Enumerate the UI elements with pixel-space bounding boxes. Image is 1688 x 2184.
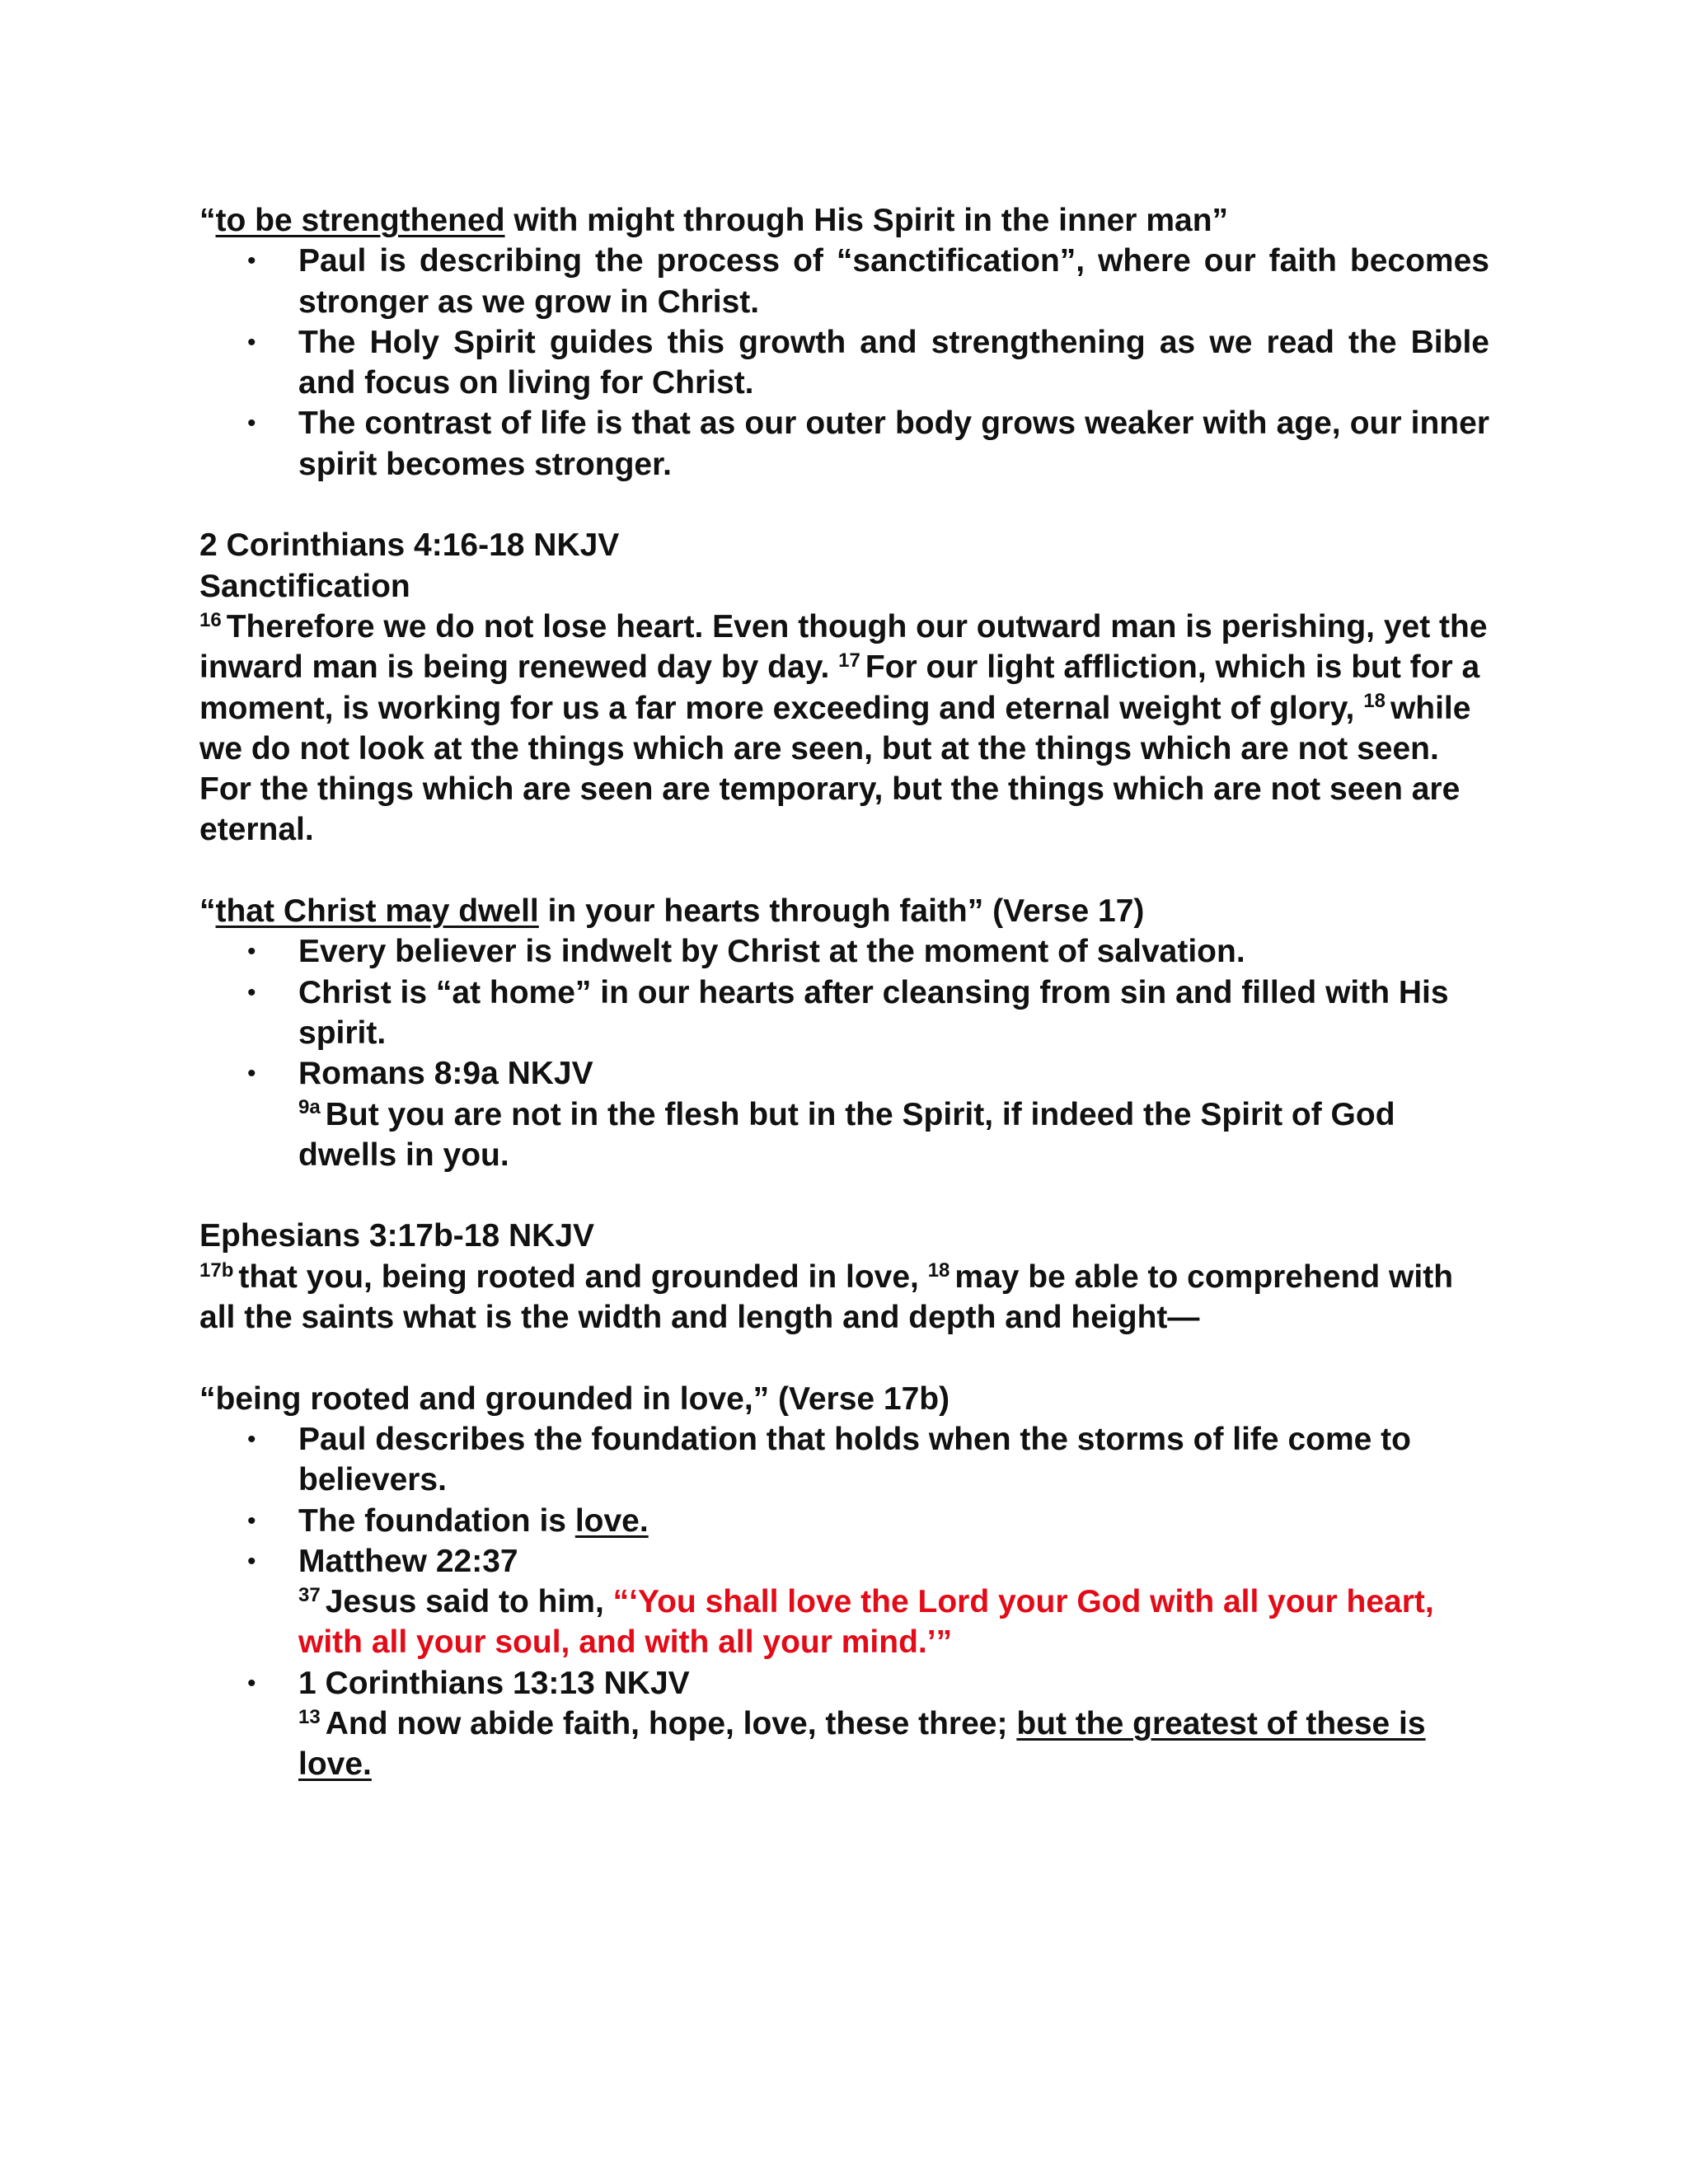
list-item — [298, 1501, 1489, 1541]
verse-text: Therefore we do not lose heart. Even though our outward man is perishing, yet the inward man is being renewed day by day. — [199, 608, 1488, 686]
verse-number: 9a — [298, 1096, 321, 1119]
section1-bullet-list — [199, 241, 1489, 485]
spacer — [199, 1338, 1489, 1378]
spacer — [199, 485, 1489, 525]
verse-number: 17b — [199, 1258, 234, 1282]
list-item — [298, 1663, 1489, 1785]
verse-text: Jesus said to him, — [325, 1584, 613, 1620]
verse-number: 18 — [927, 1258, 950, 1282]
list-item: • The contrast of life is that as our outer body grows weaker with age, our inner spirit becomes stronger. — [298, 403, 1489, 485]
section3-bullet-list — [199, 931, 1489, 1175]
list-item: • Paul describes the foundation that holds when the storms of life come to believers. — [298, 1419, 1489, 1501]
red-letter-quote: “‘You shall love the Lord your God with all your heart, with all your soul, and with all your mind.’” — [298, 1584, 1434, 1661]
spacer — [199, 1175, 1489, 1216]
list-item: • Every believer is indwelt by Christ at the moment of salvation. — [298, 931, 1489, 972]
verse-text: that you, being rooted and grounded in love, — [238, 1258, 928, 1295]
list-item-text: The foundation is — [298, 1502, 575, 1539]
scripture-reference: • 1 Corinthians 13:13 NKJV — [298, 1665, 690, 1701]
document-content — [199, 200, 1489, 1785]
verse-number: 13 — [298, 1705, 321, 1728]
list-item: • Christ is “at home” in our hearts after cleansing from sin and filled with His spirit. — [298, 972, 1489, 1054]
verse-text: while we do not look at the things which are seen, but at the things which are not seen. For the things which are seen are temporary, but the things which are not seen are eternal. — [199, 690, 1471, 848]
scripture-passage — [298, 1704, 1489, 1785]
open-quote: “ — [199, 203, 216, 238]
verse-number: 16 — [199, 608, 222, 631]
verse-text: And now abide faith, hope, love, these three; — [325, 1705, 1017, 1741]
spacer — [199, 851, 1489, 891]
heading-rest: with might through His Spirit in the inner man” — [504, 203, 1229, 238]
section1-heading — [199, 200, 1489, 241]
underlined-phrase: love. — [574, 1502, 649, 1539]
underlined-phrase: to be strengthened — [215, 203, 505, 238]
scripture-passage — [298, 1582, 1489, 1663]
scripture-reference: Ephesians 3:17b-18 NKJV — [199, 1218, 595, 1254]
list-item — [298, 1541, 1489, 1663]
list-item — [298, 1053, 1489, 1175]
verse-text: may be able to comprehend with all the saints what is the width and length and depth and height— — [199, 1258, 1454, 1336]
section-subtitle: Sanctification — [199, 568, 410, 604]
verse-text: For our light affliction, which is but for a moment, is working for us a far more exceeding and eternal weight of glory, — [199, 649, 1480, 726]
section5-heading: “being rooted and grounded in love,” (Verse 17b) — [199, 1380, 950, 1417]
scripture-reference: • Romans 8:9a NKJV — [298, 1056, 593, 1092]
list-item: • The Holy Spirit guides this growth and strengthening as we read the Bible and focus on living for Christ. — [298, 322, 1489, 404]
underlined-phrase: but the greatest of these is love. — [298, 1705, 1426, 1783]
section3-heading — [199, 891, 1489, 931]
verse-text: But you are not in the flesh but in the Spirit, if indeed the Spirit of God dwells in you. — [298, 1096, 1395, 1173]
scripture-reference: 2 Corinthians 4:16-18 NKJV — [199, 527, 620, 564]
scripture-passage — [298, 1094, 1489, 1176]
heading-rest: in your hearts through faith” (Verse 17) — [538, 893, 1145, 930]
verse-number: 37 — [298, 1583, 321, 1606]
scripture-passage — [199, 1257, 1489, 1338]
underlined-phrase: that Christ may dwell — [215, 893, 539, 930]
list-item: • Paul is describing the process of “sanctification”, where our faith becomes stronger as we grow in Christ. — [298, 241, 1489, 322]
scripture-passage — [199, 607, 1489, 851]
verse-number: 17 — [838, 649, 860, 673]
open-quote: “ — [199, 893, 216, 930]
scripture-reference: • Matthew 22:37 — [298, 1543, 518, 1579]
section5-bullet-list — [199, 1419, 1489, 1785]
verse-number: 18 — [1363, 690, 1386, 713]
